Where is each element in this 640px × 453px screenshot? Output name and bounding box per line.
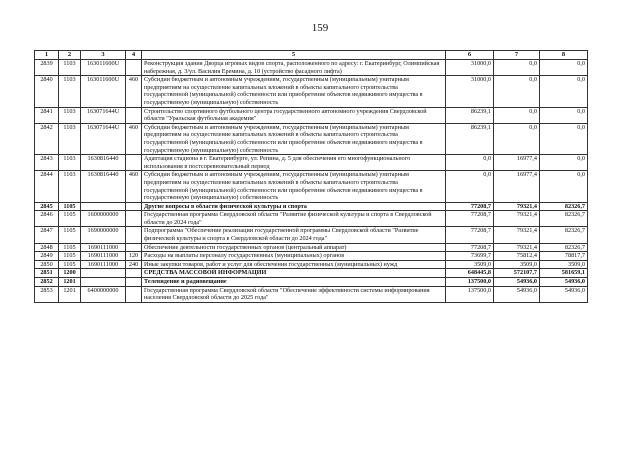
table-row [35, 278, 588, 287]
row-number-cell: 2840 [35, 76, 59, 107]
amount-2022-cell: 137500,0 [446, 286, 494, 302]
amount-2022-cell: 77208,7 [446, 227, 494, 243]
amount-2023-cell: 75812,4 [494, 252, 540, 261]
amount-2023-cell: 79321,4 [494, 202, 540, 211]
description-cell: Субсидии бюджетным и автономным учреждениям, государственным (муниципальным) унитарным предприятиям на осуществление капитальных вложений в объекты капитального строительства государственной (муниципальной) собственности или приобретение объектов недвижимого имущества в государственную (муниципальную) собственность [142, 123, 446, 154]
expense-type-cell [126, 227, 142, 243]
description-cell: Реконструкция здания Дворца игровых видов спорта, расположенного по адресу: г. Екатеринбург, Олимпийская набережная, д. 3/ул. Василия Еремина, д. 10 (устройство фасадного лифта) [142, 60, 446, 76]
amount-2023-cell: 16977,4 [494, 171, 540, 202]
column-header: 3 [81, 51, 126, 60]
expense-type-cell [126, 211, 142, 227]
amount-2024-cell: 82326,7 [540, 227, 588, 243]
section-cell: 1103 [59, 155, 81, 171]
row-number-cell: 2848 [35, 243, 59, 252]
target-article-cell: 6400000000 [81, 286, 126, 302]
table-row [35, 107, 588, 123]
amount-2023-cell: 79321,4 [494, 211, 540, 227]
section-cell: 1105 [59, 243, 81, 252]
column-header: 5 [142, 51, 446, 60]
expense-type-cell [126, 269, 142, 278]
column-header: 8 [540, 51, 588, 60]
section-cell: 1200 [59, 269, 81, 278]
expense-type-cell: 460 [126, 123, 142, 154]
description-cell: Подпрограмма "Обеспечение реализации государственной программы Свердловской области "Развитие физической культуры и спорта в Свердловской области до 2024 года" [142, 227, 446, 243]
expense-type-cell: 120 [126, 252, 142, 261]
section-cell: 1201 [59, 278, 81, 287]
description-cell: Другие вопросы в области физической культуры и спорта [142, 202, 446, 211]
row-number-cell: 2842 [35, 123, 59, 154]
amount-2024-cell: 82326,7 [540, 211, 588, 227]
row-number-cell: 2839 [35, 60, 59, 76]
target-article-cell: 163071644U [81, 107, 126, 123]
row-number-cell: 2841 [35, 107, 59, 123]
row-number-cell: 2853 [35, 286, 59, 302]
table-row [35, 260, 588, 269]
description-cell: Обеспечение деятельности государственных органов (центральный аппарат) [142, 243, 446, 252]
amount-2024-cell: 581659,1 [540, 269, 588, 278]
description-cell: Государственная программа Свердловской области "Развитие физической культуры и спорта в Свердловской области до 2024 года" [142, 211, 446, 227]
amount-2022-cell: 77208,7 [446, 211, 494, 227]
amount-2022-cell: 77208,7 [446, 243, 494, 252]
column-header: 6 [446, 51, 494, 60]
table-row [35, 155, 588, 171]
amount-2023-cell: 0,0 [494, 107, 540, 123]
amount-2024-cell: 54936,0 [540, 278, 588, 287]
description-cell: Телевидение и радиовещание [142, 278, 446, 287]
section-cell: 1103 [59, 76, 81, 107]
description-cell: Государственная программа Свердловской области "Обеспечение эффективности системы информирования населения Свердловской области до 2025 года" [142, 286, 446, 302]
table-row [35, 227, 588, 243]
expense-type-cell [126, 202, 142, 211]
row-number-cell: 2850 [35, 260, 59, 269]
target-article-cell: 1690111000 [81, 260, 126, 269]
table-row [35, 243, 588, 252]
row-number-cell: 2851 [35, 269, 59, 278]
row-number-cell: 2846 [35, 211, 59, 227]
amount-2022-cell: 31000,0 [446, 60, 494, 76]
amount-2023-cell: 79321,4 [494, 243, 540, 252]
target-article-cell: 163011600U [81, 76, 126, 107]
page-number: 159 [311, 22, 329, 34]
expense-type-cell [126, 60, 142, 76]
amount-2023-cell: 3509,0 [494, 260, 540, 269]
expense-type-cell: 460 [126, 76, 142, 107]
target-article-cell: 163011600U [81, 60, 126, 76]
row-number-cell: 2847 [35, 227, 59, 243]
row-number-cell: 2845 [35, 202, 59, 211]
table-row [35, 211, 588, 227]
amount-2024-cell: 3509,0 [540, 260, 588, 269]
section-cell: 1105 [59, 227, 81, 243]
amount-2023-cell: 572107,7 [494, 269, 540, 278]
column-header: 1 [35, 51, 59, 60]
amount-2023-cell: 54936,0 [494, 278, 540, 287]
expense-type-cell [126, 155, 142, 171]
amount-2024-cell: 0,0 [540, 123, 588, 154]
section-cell: 1105 [59, 252, 81, 261]
target-article-cell: 163071644U [81, 123, 126, 154]
amount-2022-cell: 137500,0 [446, 278, 494, 287]
target-article-cell [81, 202, 126, 211]
target-article-cell: 1690111000 [81, 252, 126, 261]
amount-2024-cell: 0,0 [540, 107, 588, 123]
target-article-cell: 1690000000 [81, 227, 126, 243]
amount-2024-cell: 0,0 [540, 76, 588, 107]
section-cell: 1103 [59, 171, 81, 202]
target-article-cell [81, 269, 126, 278]
amount-2022-cell: 31000,0 [446, 76, 494, 107]
description-cell: Адаптация стадиона в г. Екатеринбурге, ул. Репина, д. 5 для обеспечения его многофункционального использования в постсоревновательный период [142, 155, 446, 171]
expense-type-cell [126, 107, 142, 123]
amount-2024-cell: 0,0 [540, 171, 588, 202]
amount-2023-cell: 0,0 [494, 60, 540, 76]
row-number-cell: 2843 [35, 155, 59, 171]
expense-type-cell [126, 278, 142, 287]
budget-table [34, 50, 588, 303]
description-cell: Строительство спортивного футбольного центра государственного автономного учреждения Свердловской области "Уральская футбольная академия" [142, 107, 446, 123]
section-cell: 1103 [59, 60, 81, 76]
amount-2024-cell: 78817,7 [540, 252, 588, 261]
section-cell: 1105 [59, 260, 81, 269]
target-article-cell: 1630816440 [81, 155, 126, 171]
table-row [35, 252, 588, 261]
amount-2023-cell: 0,0 [494, 123, 540, 154]
row-number-cell: 2849 [35, 252, 59, 261]
expense-type-cell: 240 [126, 260, 142, 269]
table-row [35, 60, 588, 76]
table-row [35, 76, 588, 107]
description-cell: Субсидии бюджетным и автономным учреждениям, государственным (муниципальным) унитарным предприятиям на осуществление капитальных вложений в объекты капитального строительства государственной (муниципальной) собственности или приобретение объектов недвижимого имущества в государственную (муниципальную) собственность [142, 171, 446, 202]
amount-2024-cell: 82326,7 [540, 243, 588, 252]
table-row [35, 286, 588, 302]
amount-2022-cell: 3509,0 [446, 260, 494, 269]
target-article-cell: 1690111000 [81, 243, 126, 252]
amount-2023-cell: 16977,4 [494, 155, 540, 171]
description-cell: Иные закупки товаров, работ и услуг для обеспечения государственных (муниципальных) нужд [142, 260, 446, 269]
amount-2024-cell: 82326,7 [540, 202, 588, 211]
header-row [35, 51, 588, 60]
table-row [35, 202, 588, 211]
amount-2022-cell: 86239,1 [446, 123, 494, 154]
amount-2024-cell: 0,0 [540, 155, 588, 171]
section-cell: 1103 [59, 123, 81, 154]
amount-2022-cell: 86239,1 [446, 107, 494, 123]
amount-2023-cell: 0,0 [494, 76, 540, 107]
description-cell: Расходы на выплаты персоналу государственных (муниципальных) органов [142, 252, 446, 261]
amount-2024-cell: 0,0 [540, 60, 588, 76]
amount-2023-cell: 54936,0 [494, 286, 540, 302]
amount-2022-cell: 0,0 [446, 155, 494, 171]
target-article-cell: 1630816440 [81, 171, 126, 202]
column-header: 7 [494, 51, 540, 60]
target-article-cell: 1600000000 [81, 211, 126, 227]
table-row [35, 269, 588, 278]
target-article-cell [81, 278, 126, 287]
section-cell: 1105 [59, 211, 81, 227]
amount-2022-cell: 648445,8 [446, 269, 494, 278]
description-cell: СРЕДСТВА МАССОВОЙ ИНФОРМАЦИИ [142, 269, 446, 278]
expense-type-cell: 460 [126, 171, 142, 202]
expense-type-cell [126, 243, 142, 252]
column-header: 2 [59, 51, 81, 60]
table-row [35, 171, 588, 202]
expense-type-cell [126, 286, 142, 302]
column-header: 4 [126, 51, 142, 60]
table-row [35, 123, 588, 154]
amount-2022-cell: 0,0 [446, 171, 494, 202]
amount-2022-cell: 73699,7 [446, 252, 494, 261]
section-cell: 1201 [59, 286, 81, 302]
section-cell: 1103 [59, 107, 81, 123]
amount-2022-cell: 77208,7 [446, 202, 494, 211]
description-cell: Субсидии бюджетным и автономным учреждениям, государственным (муниципальным) унитарным предприятиям на осуществление капитальных вложений в объекты капитального строительства государственной (муниципальной) собственности или приобретение объектов недвижимого имущества в государственную (муниципальную) собственность [142, 76, 446, 107]
row-number-cell: 2852 [35, 278, 59, 287]
row-number-cell: 2844 [35, 171, 59, 202]
section-cell: 1105 [59, 202, 81, 211]
amount-2024-cell: 54936,0 [540, 286, 588, 302]
amount-2023-cell: 79321,4 [494, 227, 540, 243]
